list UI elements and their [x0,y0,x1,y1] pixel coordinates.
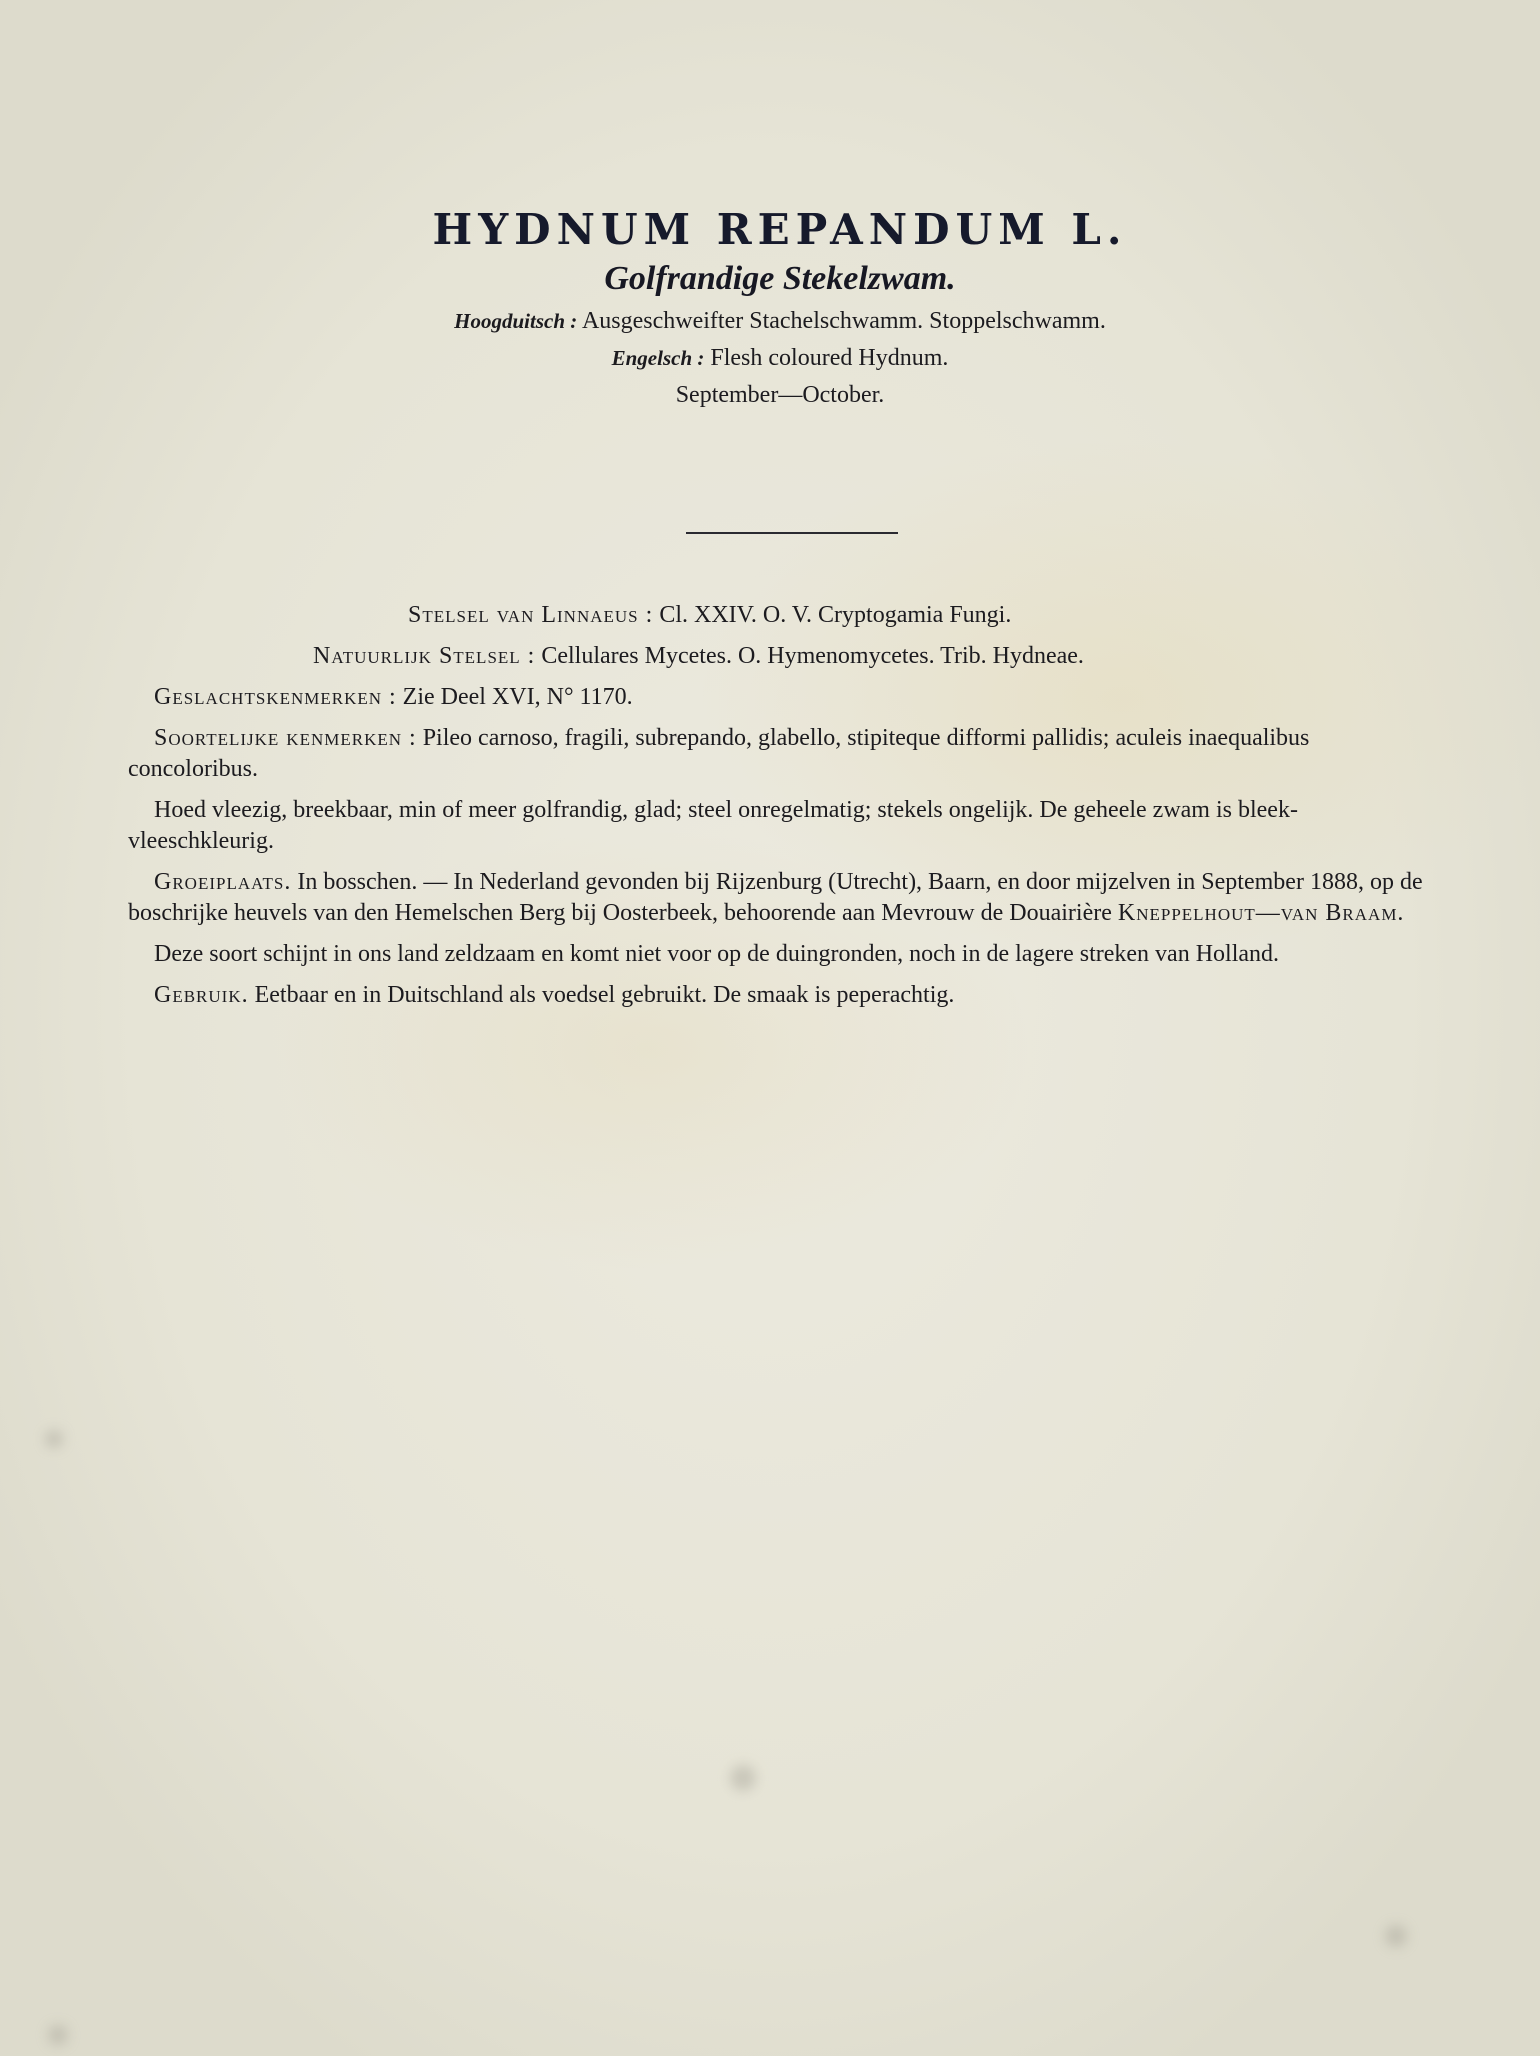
linnaeus-label: Stelsel van Linnaeus : [408,602,654,628]
genus-text: Zie Deel XVI, N° 1170. [402,684,633,710]
usage-paragraph [128,980,1428,1011]
habitat-label: Groeiplaats. [154,869,292,895]
page-title: HYDNUM REPANDUM L. [432,205,1128,254]
habitat-paragraph [128,867,1428,929]
english-label: Engelsch : [611,346,705,370]
german-name: Ausgeschweifter Stachelschwamm. Stoppelschwamm. [581,308,1106,334]
german-name-line [330,308,1230,335]
rarity-paragraph: Deze soort schijnt in ons land zeldzaam en komt niet voor op de duingronden, noch in de lagere streken van Holland. [154,941,1280,967]
species-text: Pileo carnoso, fragili, subrepando, glabello, stipiteque difformi pallidis; aculeis inaequalibus concoloribus. [128,725,1310,782]
habitat-owner: Kneppelhout—van Braam. [1117,900,1405,926]
usage-text: Eetbaar en in Duitschland als voedsel gebruikt. De smaak is peperachtig. [254,982,955,1008]
season: September—October. [675,382,885,408]
genus-line [128,682,1428,713]
body-text [128,600,1428,1021]
paper-spot [730,1765,756,1791]
natural-system-label: Natuurlijk Stelsel : [313,643,536,669]
habitat-text: In bosschen. — In Nederland gevonden bij Rijzenburg (Utrecht), Baarn, en door mijzelven in September 1888, op de boschrijke heuvels van den Hemelschen Berg bij Oosterbeek, behoorende aan Mevrouw de Douairière [128,869,1423,926]
natural-system-line [128,641,1428,672]
paper-spot [45,1430,63,1448]
usage-label: Gebruik. [154,982,249,1008]
genus-label: Geslachtskenmerken : [154,684,397,710]
paper-spot [48,2025,68,2045]
natural-system-text: Cellulares Mycetes. O. Hymenomycetes. Trib. Hydneae. [541,643,1084,669]
species-label: Soortelijke kenmerken : [154,725,417,751]
divider [686,532,898,534]
paper-spot [1385,1925,1407,1947]
dutch-name: Golfrandige Stekelzwam. [604,260,956,297]
german-label: Hoogduitsch : [454,309,578,333]
english-name-line [330,345,1230,372]
species-paragraph [128,723,1428,785]
linnaeus-line [128,600,1428,631]
description-paragraph: Hoed vleezig, breekbaar, min of meer golfrandig, glad; steel onregelmatig; stekels ongelijk. De geheele zwam is bleek-vleeschkleurig. [128,797,1298,854]
header [330,205,1230,409]
linnaeus-text: Cl. XXIV. O. V. Cryptogamia Fungi. [659,602,1012,628]
english-name: Flesh coloured Hydnum. [710,345,949,371]
